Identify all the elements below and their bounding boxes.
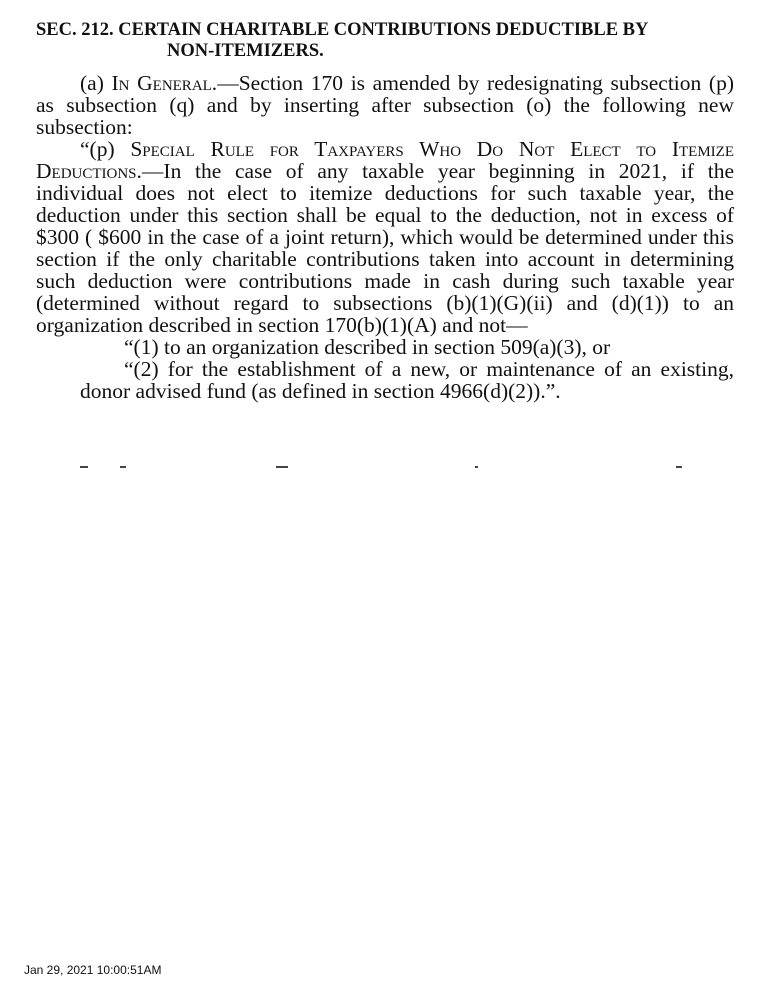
- paragraph-p-caption: Special Rule for Taxpayers Who Do Not Elect to Itemize Deductions.: [36, 137, 734, 183]
- paragraph-p-lead: “(p): [80, 137, 131, 161]
- list-item-1: “(1) to an organization described in section 509(a)(3), or: [124, 335, 611, 359]
- paragraph-p: [36, 138, 734, 336]
- section-heading-line2: NON-ITEMIZERS.: [167, 41, 324, 61]
- truncated-next-line: [80, 466, 690, 472]
- paragraph-a-lead: (a): [80, 71, 112, 95]
- section-heading: [36, 20, 734, 62]
- document-page: [36, 20, 734, 402]
- paragraph-p-text: —In the case of any taxable year beginning in 2021, if the individual does not elect to itemize deductions for such taxable year, the deduction under this section shall be equal to the deduction, not in excess of $300 ( $600 in the case of a joint return), which would be determined under this section if the only charitable contributions taken into account in determining such deduction were contributions made in cash during such taxable year (determined without regard to subsections (b)(1)(G)(ii) and (d)(1)) to an organization described in section 170(b)(1)(A) and not—: [36, 159, 734, 337]
- paragraph-a: [36, 72, 734, 138]
- print-timestamp: Jan 29, 2021 10:00:51AM: [24, 963, 162, 977]
- section-heading-line1: SEC. 212. CERTAIN CHARITABLE CONTRIBUTIONS DEDUCTIBLE BY: [36, 20, 649, 40]
- paragraph-a-caption: In General.: [111, 71, 218, 95]
- list-item-2: “(2) for the establishment of a new, or maintenance of an existing, donor advised fund (as defined in section 4966(d)(2)).”.: [80, 357, 734, 403]
- paragraph-a-text: —Section 170 is amended by redesignating subsection (p) as subsection (q) and by inserting after subsection (o) the following new subsection:: [36, 71, 734, 139]
